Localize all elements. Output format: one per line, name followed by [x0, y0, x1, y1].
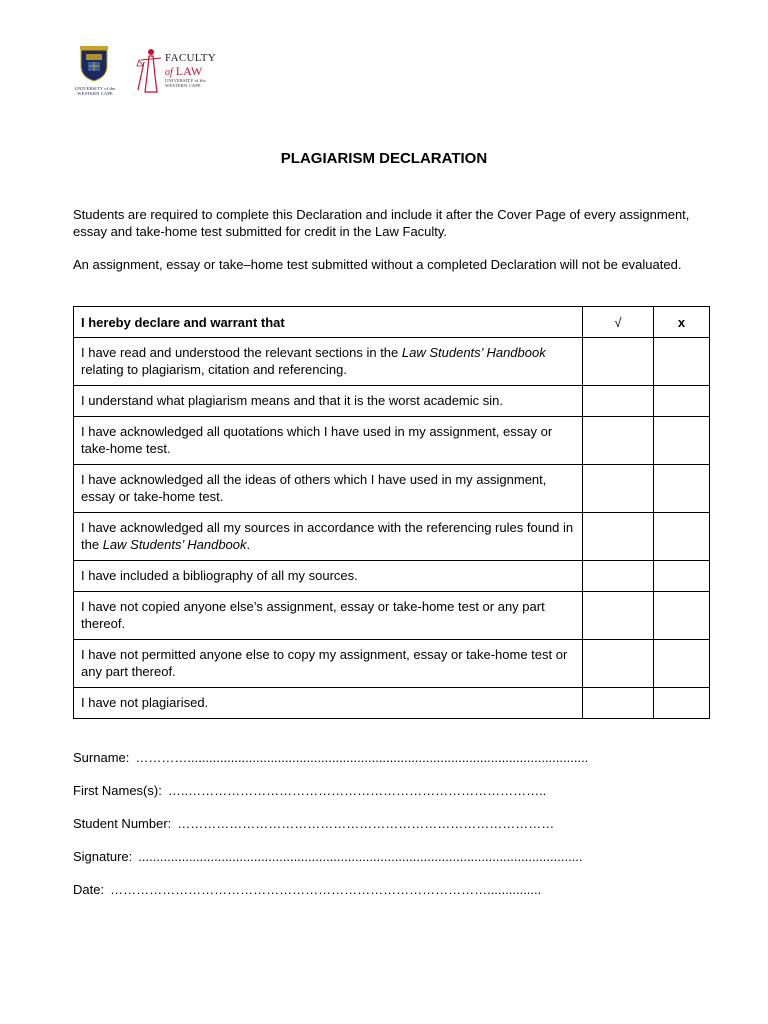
cross-checkbox-cell[interactable] — [654, 561, 710, 592]
declaration-statement — [74, 338, 583, 386]
statement-text: I have not plagiarised. — [81, 695, 209, 710]
intro-paragraph-2: An assignment, essay or take–home test submitted without a completed Declaration will not be evaluated. — [73, 257, 682, 272]
statement-text: I have not copied anyone else’s assignment, essay or take-home test or any part thereof. — [81, 599, 545, 631]
statement-text: I have read and understood the relevant sections in the — [81, 345, 402, 360]
tick-checkbox-cell[interactable] — [583, 640, 654, 688]
surname-field[interactable] — [73, 750, 693, 765]
first-names-line[interactable]: …..……………………………………………………………………….. — [167, 783, 547, 798]
table-row — [74, 338, 710, 386]
header-logos — [74, 46, 234, 104]
declaration-statement — [74, 417, 583, 465]
student-number-field[interactable] — [73, 816, 693, 831]
declaration-statement — [74, 513, 583, 561]
student-number-line[interactable]: …………………………………………………………………………… — [177, 816, 555, 831]
declaration-statement — [74, 465, 583, 513]
table-header-row — [74, 307, 710, 338]
cross-checkbox-cell[interactable] — [654, 592, 710, 640]
student-number-label: Student Number: — [73, 816, 172, 831]
faculty-uwc-text: UNIVERSITY of the WESTERN CAPE — [165, 78, 206, 88]
statement-text-end: . — [246, 537, 251, 552]
declaration-table — [73, 306, 710, 719]
tick-checkbox-cell[interactable] — [583, 386, 654, 417]
table-row — [74, 417, 710, 465]
statement-text: I have acknowledged all the ideas of others which I have used in my assignment, essay or take-home test. — [81, 472, 547, 504]
surname-label: Surname: — [73, 750, 130, 765]
tick-checkbox-cell[interactable] — [583, 465, 654, 513]
surname-line[interactable]: …………............................................................................................................... — [135, 750, 589, 765]
faculty-of-law — [165, 64, 202, 79]
of-word: of — [165, 67, 173, 78]
tick-checkbox-cell[interactable] — [583, 513, 654, 561]
statement-text: I have included a bibliography of all my sources. — [81, 568, 358, 583]
cross-checkbox-cell[interactable] — [654, 417, 710, 465]
declaration-header: I hereby declare and warrant that — [74, 307, 583, 338]
table-row — [74, 640, 710, 688]
tick-checkbox-cell[interactable] — [583, 561, 654, 592]
date-line[interactable]: ……………………………………………………………………………............... — [110, 882, 542, 897]
tick-column-header: √ — [583, 307, 654, 338]
uwc-logo-text: UNIVERSITY of the WESTERN CAPE — [74, 86, 116, 96]
statement-text: I have acknowledged all my sources in accordance with the referencing rules found in the — [81, 520, 574, 552]
first-names-field[interactable] — [73, 783, 693, 798]
table-row — [74, 688, 710, 719]
signature-label: Signature: — [73, 849, 133, 864]
signature-field[interactable] — [73, 849, 693, 864]
table-row — [74, 465, 710, 513]
declaration-statement — [74, 688, 583, 719]
cross-checkbox-cell[interactable] — [654, 338, 710, 386]
tick-checkbox-cell[interactable] — [583, 592, 654, 640]
declaration-statement — [74, 386, 583, 417]
first-names-label: First Names(s): — [73, 783, 162, 798]
tick-checkbox-cell[interactable] — [583, 338, 654, 386]
page-title: PLAGIARISM DECLARATION — [280, 150, 488, 167]
table-row — [74, 513, 710, 561]
declaration-statement — [74, 592, 583, 640]
cross-checkbox-cell[interactable] — [654, 688, 710, 719]
statement-text: I understand what plagiarism means and that it is the worst academic sin. — [81, 393, 503, 408]
law-word: LAW — [175, 64, 203, 78]
signature-line[interactable]: ........................................................................................................................... — [138, 849, 583, 864]
cross-checkbox-cell[interactable] — [654, 386, 710, 417]
statement-text-end: relating to plagiarism, citation and referencing. — [81, 362, 347, 377]
date-label: Date: — [73, 882, 105, 897]
table-row — [74, 386, 710, 417]
date-field[interactable] — [73, 882, 693, 897]
declaration-statement — [74, 561, 583, 592]
intro-paragraph-1: Students are required to complete this Declaration and include it after the Cover Page of every assignment, essay and take-home test submitted for credit in the Law Faculty. — [73, 207, 690, 239]
statement-text: I have not permitted anyone else to copy my assignment, essay or take-home test or any part thereof. — [81, 647, 568, 679]
cross-column-header: x — [654, 307, 710, 338]
statement-text: I have acknowledged all quotations which I have used in my assignment, essay or take-home test. — [81, 424, 553, 456]
faculty-word: FACULTY — [165, 52, 216, 64]
tick-checkbox-cell[interactable] — [583, 417, 654, 465]
table-row — [74, 561, 710, 592]
lady-justice-icon — [135, 46, 163, 94]
cross-checkbox-cell[interactable] — [654, 465, 710, 513]
statement-italic-text: Law Students’ Handbook — [401, 345, 546, 360]
uwc-crest-logo — [80, 46, 108, 82]
tick-checkbox-cell[interactable] — [583, 688, 654, 719]
cross-checkbox-cell[interactable] — [654, 640, 710, 688]
statement-italic-text: Law Students’ Handbook — [102, 537, 247, 552]
table-row — [74, 592, 710, 640]
declaration-statement — [74, 640, 583, 688]
cross-checkbox-cell[interactable] — [654, 513, 710, 561]
